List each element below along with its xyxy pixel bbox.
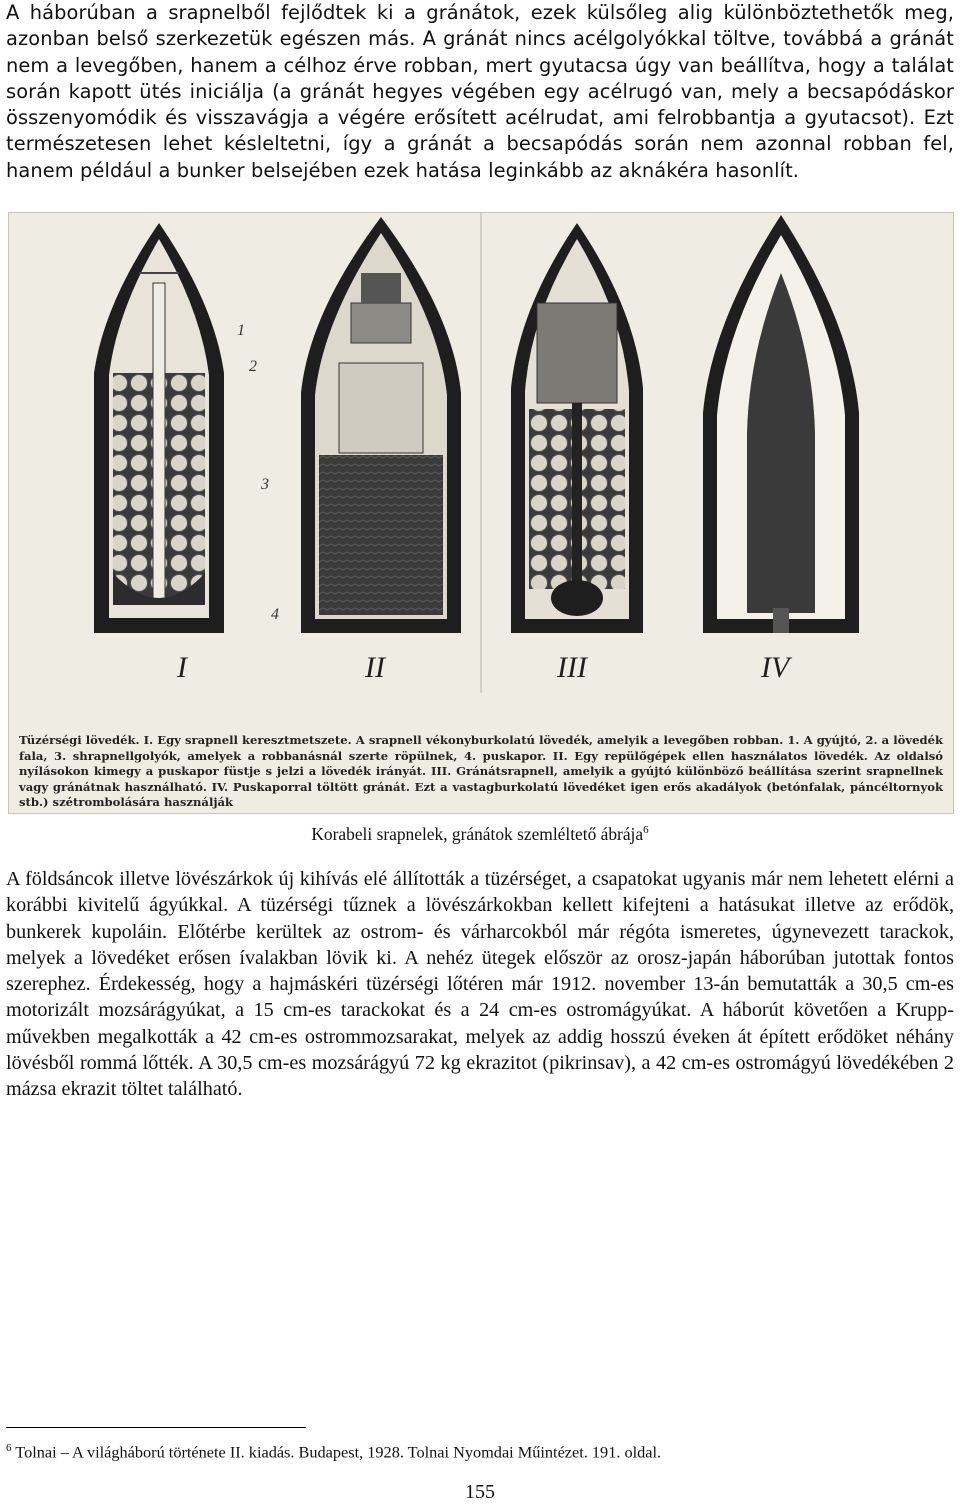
paragraph-artillery: A földsáncok illetve lövészárkok új kihívás elé állították a tüzérséget, a csapatokat ugyanis már nem lehetett elérni a korábbi kivitelű ágyúkkal. A tüzérségi tűznek a lövészárkokban kellett kifejteni a hatásukat illetve az erődök, bunkerek kupoláin. Előtérbe kerültek az ostrom- és várharcokból már régóta ismeretes, úgynevezett tarackok, melyek a lövedéket erősen ívalakban lövik ki. A nehéz ütegek először az orosz-japán háborúban jutottak fontos szerephez. Érdekesség, hogy a hajmáskéri tüzérségi lőtéren már 1912. november 13-án bemutatták a 30,5 cm-es motorizált mozsárágyúkat, a 15 cm-es tarackokat és a 24 cm-es ostromágyúkat. A háborút követően a Krupp-művekben megalkották a 42 cm-es ostrommozsarakat, melyek az addig hosszú éveken át épített erődöket néhány lövésből rommá lőtték. A 30,5 cm-es mozsárágyú 72 kg ekrazitot (pikrinsav), a 42 cm-es ostromágyú lövedékében 2 mázsa ekrazit töltet található. bbox=[6, 868, 954, 1101]
figure-caption-text: Korabeli srapnelek, gránátok szemléltető ábrája bbox=[311, 824, 644, 844]
footnote bbox=[6, 1442, 661, 1462]
part-label-2: 2 bbox=[249, 358, 257, 375]
numeral-IV: IV bbox=[761, 651, 790, 684]
part-label-1: 1 bbox=[237, 322, 245, 339]
footnote-text: Tolnai – A világháború története II. kiadás. Budapest, 1928. Tolnai Nyomdai Műintézet. 191. oldal. bbox=[15, 1442, 662, 1462]
footnote-separator bbox=[6, 1427, 306, 1428]
footnote-number: 6 bbox=[6, 1442, 12, 1454]
numeral-I: I bbox=[177, 651, 187, 684]
shell-I-shrapnel bbox=[94, 223, 224, 633]
shell-III-grenade-shrapnel bbox=[511, 223, 643, 633]
shell-IV-powder-grenade bbox=[703, 215, 859, 633]
shell-cross-section-figure bbox=[8, 212, 954, 814]
page-number: 155 bbox=[465, 1481, 495, 1503]
numeral-III: III bbox=[557, 651, 587, 684]
numeral-II: II bbox=[365, 651, 385, 684]
shell-diagram bbox=[9, 213, 953, 813]
figure-original-caption: Tüzérségi lövedék. I. Egy srapnell keresztmetszete. A srapnell vékonyburkolatú lövedék, amelyik a levegőben robban. 1. A gyújtó, 2. a lövedék fala, 3. shrapnellgolyók, amelyek a robbanásnál szerte röpülnek, 4. puskapor. II. Egy repülőgépek ellen használatos lövedék. Az oldalsó nyílásokon kimegy a puskapor füstje s jelzi a lövedék irányát. III. Gránátsrapnell, amelyik a gyújtó különböző beállítása szerint srapnellnek vagy gránátnak használható. IV. Puskaporral töltött gránát. Ezt a vastagburkolatú lövedéket igen erős akadályok (betónfalak, páncéltornyok stb.) szétrombolására használják bbox=[19, 733, 943, 809]
figure-caption bbox=[0, 824, 960, 845]
shell-II-anti-aircraft bbox=[301, 217, 461, 633]
part-label-4: 4 bbox=[271, 606, 279, 623]
part-label-3: 3 bbox=[261, 476, 269, 493]
paragraph-shrapnel-to-grenade: A háborúban a srapnelből fejlődtek ki a gránátok, ezek külsőleg alig különböztethetők meg, azonban belső szerkezetük egészen más. A gránát nincs acélgolyókkal töltve, továbbá a gránát nem a levegőben, hanem a célhoz érve robban, mert gyutacsa úgy van beállítva, hogy a találat során kapott ütés iniciálja (a gránát hegyes végében egy acélrugó van, mely a becsapódáskor összenyomódik és visszavágja a végére erősített acélrudat, ami felrobbantja a gyutacsot). Ezt természetesen lehet késleltetni, így a gránát a becsapódás során nem azonnal robban fel, hanem például a bunker belsejében ezek hatása leginkább az aknákéra hasonlít. bbox=[6, 1, 954, 182]
footnote-reference[interactable]: 6 bbox=[643, 824, 649, 837]
